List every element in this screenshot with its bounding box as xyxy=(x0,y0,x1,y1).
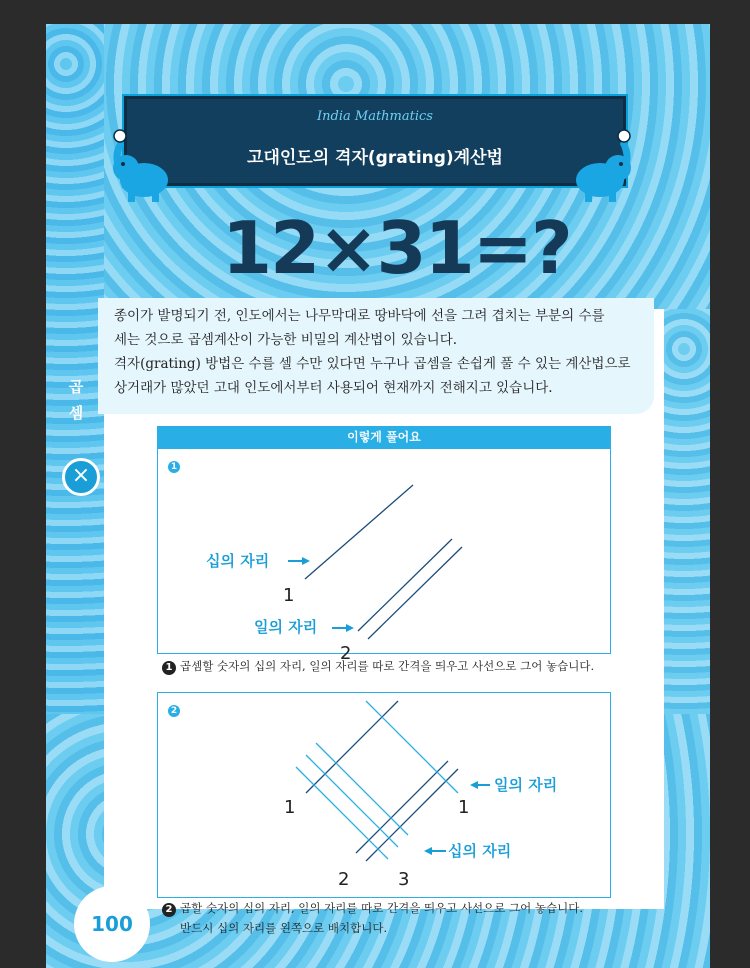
title-banner xyxy=(124,96,626,186)
second-number-ones-line xyxy=(366,701,458,793)
intro-box xyxy=(98,298,654,414)
first-number-ones-line-1 xyxy=(356,761,448,853)
step2-ones-label: 일의 자리 xyxy=(494,776,558,794)
step2-caption-2: 반드시 십의 자리를 왼쪽으로 배치합니다. xyxy=(180,921,388,935)
page xyxy=(46,24,710,968)
ones-line-1 xyxy=(358,539,452,631)
step2-caption-number: 2 xyxy=(162,903,176,917)
step2-digit-right: 1 xyxy=(458,797,470,818)
step2-caption-1: 2 곱할 숫자의 십의 자리, 일의 자리를 따로 간격을 띄우고 사선으로 그어 놓습니다. xyxy=(162,900,583,917)
first-number-ones-line-2 xyxy=(366,769,458,861)
step1-badge: 1 xyxy=(168,461,180,473)
step1-caption: 1 곱셈할 숫자의 십의 자리, 일의 자리를 따로 간격을 띄우고 사선으로 그어 놓습니다. xyxy=(162,658,594,675)
step2-digit-bottom-b: 3 xyxy=(398,869,410,890)
step1-diagram-box xyxy=(157,448,611,664)
second-number-tens-line-3 xyxy=(296,767,388,859)
banner-title: 고대인도의 격자(grating)계산법 xyxy=(247,148,503,168)
intro-line-1: 종이가 발명되기 전, 인도에서는 나무막대로 땅바닥에 선을 그려 겹치는 부분의 수를 xyxy=(114,308,605,324)
ones-line-2 xyxy=(368,547,462,639)
problem-equation: 12×31=? xyxy=(222,206,571,290)
step1-tens-label: 십의 자리 xyxy=(206,552,270,570)
second-number-tens-line-1 xyxy=(316,743,408,835)
step1-ones-label: 일의 자리 xyxy=(254,618,318,636)
step1-diagram xyxy=(158,449,610,664)
multiply-icon: × xyxy=(62,458,100,496)
step2-tens-label: 십의 자리 xyxy=(448,842,512,860)
step2-digit-left: 1 xyxy=(284,797,296,818)
elephant-icon xyxy=(572,124,636,204)
tens-line xyxy=(305,485,413,579)
second-number-tens-line-2 xyxy=(306,755,398,847)
page-number: 100 xyxy=(74,886,150,962)
side-tab xyxy=(56,354,100,544)
step2-diagram-box xyxy=(157,692,611,898)
step1-caption-number: 1 xyxy=(162,661,176,675)
intro-line-2: 세는 것으로 곱셈계산이 가능한 비밀의 계산법이 있습니다. xyxy=(114,332,458,348)
step1-digit-tens: 1 xyxy=(283,585,295,606)
intro-line-4: 상거래가 많았던 고대 인도에서부터 사용되어 현재까지 전해지고 있습니다. xyxy=(114,380,553,396)
step2-diagram xyxy=(158,693,610,897)
step2-badge: 2 xyxy=(168,705,180,717)
elephant-icon xyxy=(108,124,172,204)
step2-digit-bottom-a: 2 xyxy=(338,869,350,890)
step1-digit-ones: 2 xyxy=(340,643,352,664)
banner-subtitle: India Mathmatics xyxy=(317,109,433,124)
side-tab-label: 곱 셈 xyxy=(68,378,84,422)
method-box-header: 이렇게 풀어요 xyxy=(157,426,611,448)
intro-line-3: 격자(grating) 방법은 수를 셀 수만 있다면 누구나 곱셈을 손쉽게 풀 수 있는 계산법으로 xyxy=(114,356,631,372)
